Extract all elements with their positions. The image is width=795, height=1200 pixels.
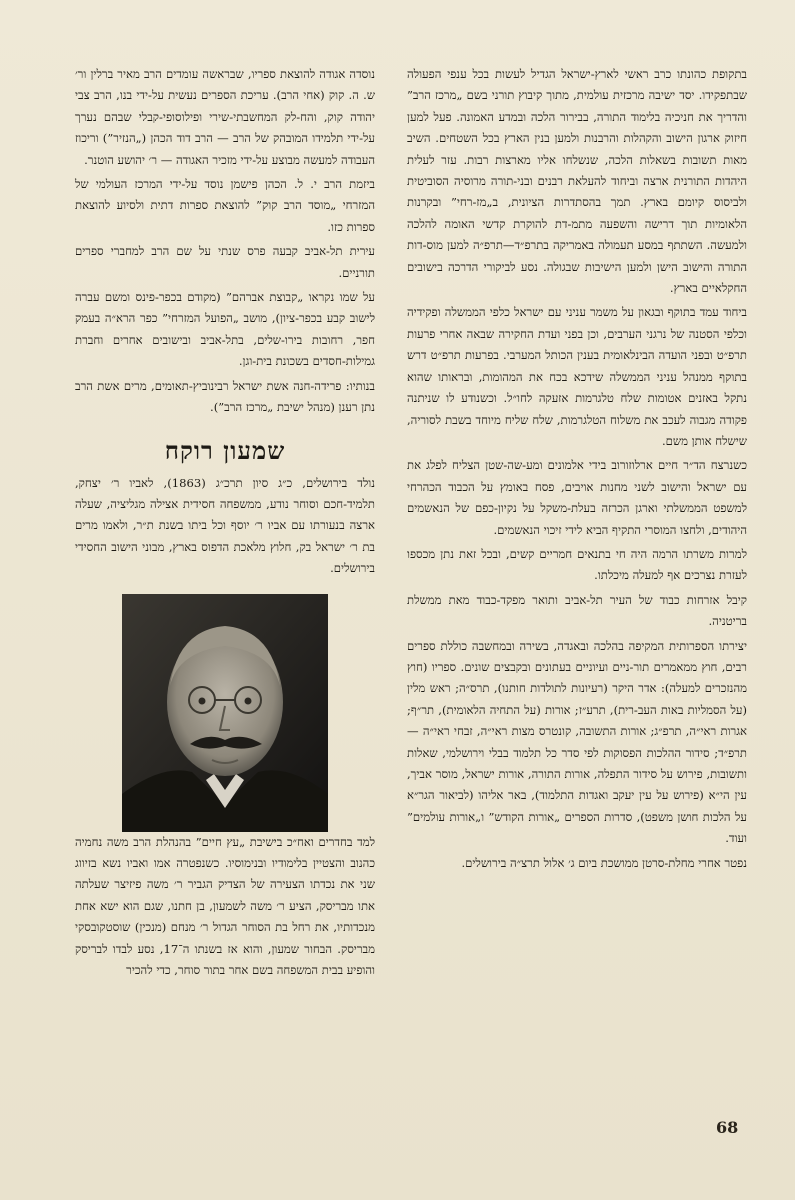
paragraph: קיבל אזרחות כבוד של העיר תל-אביב ותואר מפקד-כבוד מאת ממשלת בריטניה. xyxy=(407,592,747,629)
paragraph: עירית תל-אביב קבעה פרס שנתי על שם הרב למחברי ספרים תורניים. xyxy=(75,244,375,280)
paragraph: בנותיו: פרידה-חנה אשת ישראל רבינוביץ-תאומים, מרים אשת הרב נתן רענן (מנהל ישיבת „מרכז הרב”). xyxy=(75,378,375,415)
paragraph: על שמו נקראו „קבוצת אברהם” (מקודם בכפר-פינס ומשם עברה לישוב קבע בכפר-ציון), מושב „הפועל המזרחי” כפר הרא״ה בעמק חפר, רחובות בירו-שלים, בתל-אביב ובישובים אחרים וחברת גמילות-חסדים בשכונת בית-וגן. xyxy=(75,290,375,369)
portrait-photo xyxy=(122,594,328,832)
paragraph: יצירתו הספרותית המקיפה בהלכה ובאגדה, בשירה ובמחשבה כוללת ספרים רבים, חוץ ממאמרים תור-ניים ועיוניים בעתונים ובקבצים שונים. ספריו (חוץ מהנזכרים למעלה): אדר היקר (רעיונות לתולדות חותנו), תרס״ה; ראש מלין (על הסמליות באות העב-רית), תרע״ז; אורות (על התחיה הלאומית), תר״ף; אגרות ראי״ה, תרפ״ג; אורות התשובה, קונטרס מצות ראי״ה, זבחי ראי״ה — תרפ״ד; סידור ההלכות הפסוקות לפי סדר כל תלמוד בבלי וירושלמי, שאלות ותשובות, פירוש על סידור התפלה, אורות התורה, אורות ישראל, מוסר אביך, עין הי״א (פירוש על עין יעקב ואגדות התלמוד), באר אליהו (לביאור הגר״א על הלכות חושן משפט), סדרות הספרים „אורות הקודש” ו„אורות עולמים” ועוד. xyxy=(407,638,747,846)
right-column xyxy=(407,64,747,874)
biography-intro: נולד בירושלים, כ״ג סיון תרכ״ג (1863), לאביו ר׳ יצחק, תלמיד-חכם וסוחר נודע, ממשפחה חסידית אצילה מגליציה, שעלה ארצה בנעורתו עם אביו ר׳ יוסף וכל ביתו בשנת ת״ר, ולאמו מרים בת ר׳ ישראל בק, חלוץ מלאכת הדפוס בארץ, מבוני הישוב החסידי בירושלים. xyxy=(75,475,376,576)
left-column xyxy=(75,64,375,981)
biography-heading: שמעון רוקח xyxy=(164,435,286,465)
paragraph: ביזמת הרב י. ל. הכהן פישמן נוסד על-ידי המרכז העולמי של המזרחי „מוסד הרב קוק” להוצאת ספרות דתית ולסיוע להוצאת ספרות כזו. xyxy=(75,177,375,234)
biography-continued: למד בחדרים ואח״כ בישיבת „עץ חיים” בהנהלת הרב משה נחמיה כהנוב והצטיין בלימודיו ובנימוסיו. כשנפטרה אמו ואביו נשא בזיווג שני את נכדתו הצעירה של הצדיק הגביר ר׳ משה פיזיצר שעלתה אתו מבריסק, הציע ר׳ משה לשמעון, בן חתנו, שגם הוא ישא אחת מנכדותיו, את רחל בת הסוחר הגדול ר׳ מנחם (מנכין) שוסטקובסקי מבריסק. הבחור שמעון, והוא אז בשנתו ה־17, נסע לבדו לבריסק והופיע בבית המשפחה בשם אחר בתור סוחר, כדי להכיר xyxy=(75,834,375,977)
paragraph: למרות משרתו הרמה היה חי בתנאים חמריים קשים, ובכל זאת נתן מכספו לעזרת נצרכים אף למעלה מיכלתו. xyxy=(407,546,747,583)
page-number: 68 xyxy=(716,1118,739,1137)
paragraph: בתקופת כהונתו כרב ראשי לארץ-ישראל הגדיל לעשות בכל ענפי הפעולה שבתפקידו. יסד ישיבה מרכזית עולמית, מתוך קיבוץ תורני בשם „מרכז הרב” והדריך את חניכיה בלימוד התורה, בבירור הלכה ובמדע האמונה. פעל למען חיזוק ארגון הישוב והקהלות והרבנות ולמען בנין הארץ בכל השטחים. השיב מאות תשובות בשאלות הלכה, שנשלחו אליו מארצות רבות. עזר לעלית היהדות התורנית ארצה וביחוד להעלאת רבנים ובני-תורה מרוסיה הסוביטית ולביסוס קיומם בארץ. תמך בהסתדרות הציונית, ב„מז-רחי” ובקרנות הלאומיות תוך דרישה והשפעה מתמ-דת להוקרת קדשי האומה להלכה ולמעשה. השתתף במסע תעמולה באמריקה בתרפ״ד—תרפ״ה למען מוס-דות התורה והישוב הישן ולמען הישיבות שבגולה. נסע לביקורי הדרכה בישובים החקלאיים בארץ. xyxy=(407,67,747,296)
paragraph: נוסדה אגודה להוצאת ספריו, שבראשה עומדים הרב מאיר ברלין ור׳ ש. ה. קוק (אחי הרב). עריכת הספרים נעשית על-ידי בנו, הרב צבי יהודה קוק, והח-לק המחשבתי-שירי ופילוסופי-קבלי שבהם נערך על-ידי תלמידו המובהק של הרב — הרב דוד הכהן („הנזיר”) וריכוז העבודה למעשה מבוצע על-ידי מזכיר האגודה — ר׳ יהושע הוטנר. xyxy=(75,67,375,167)
portrait-illustration xyxy=(122,594,328,832)
paragraph: נפטר אחרי מחלת-סרטן ממושכת ביום ג׳ אלול תרצ״ה בירושלים. xyxy=(461,855,747,870)
paragraph: ביחוד עמד בתוקף ובגאון על משמר עניני עם ישראל כלפי הממשלה ופקידיה וכלפי הסטנה של נרגני הערבים, וכן בפני ועדת החקירה שבאה אחרי פרעות תרפ״ט ובפני הועדה הבינלאומית בענין הכותל המערבי. בפרעות תרפ״ט דרש בתוקף ממנהל עניני הממשלה שידכא בכח את המהומות, ובראותו שהוא נתקל באזנים אטומות שלח טלגרמות אזעקה לחו״ל. וכשנודע לו שניתנה פקודה מגבוה לעכב את משלוח הטלגרמות, שלח שליח מיוחד בשבת לסוריה, שישלח אותן משם. xyxy=(407,305,747,448)
paragraph: כשנרצח הד״ר חיים ארלוזורוב בידי אלמונים ומע-שה-שטן הצליח לפלג את עם ישראל והישוב לשני מחנות אויבים, פסח באומץ על הכבוד הכהרחי למשפט הממשלתי וארגן הכרזה בעלת-משקל על נקיון-כפם של הנאשמים היהודים, ולחצו המוסרי התקיף הביא לידי זיכוי הנאשמים. xyxy=(407,458,747,537)
